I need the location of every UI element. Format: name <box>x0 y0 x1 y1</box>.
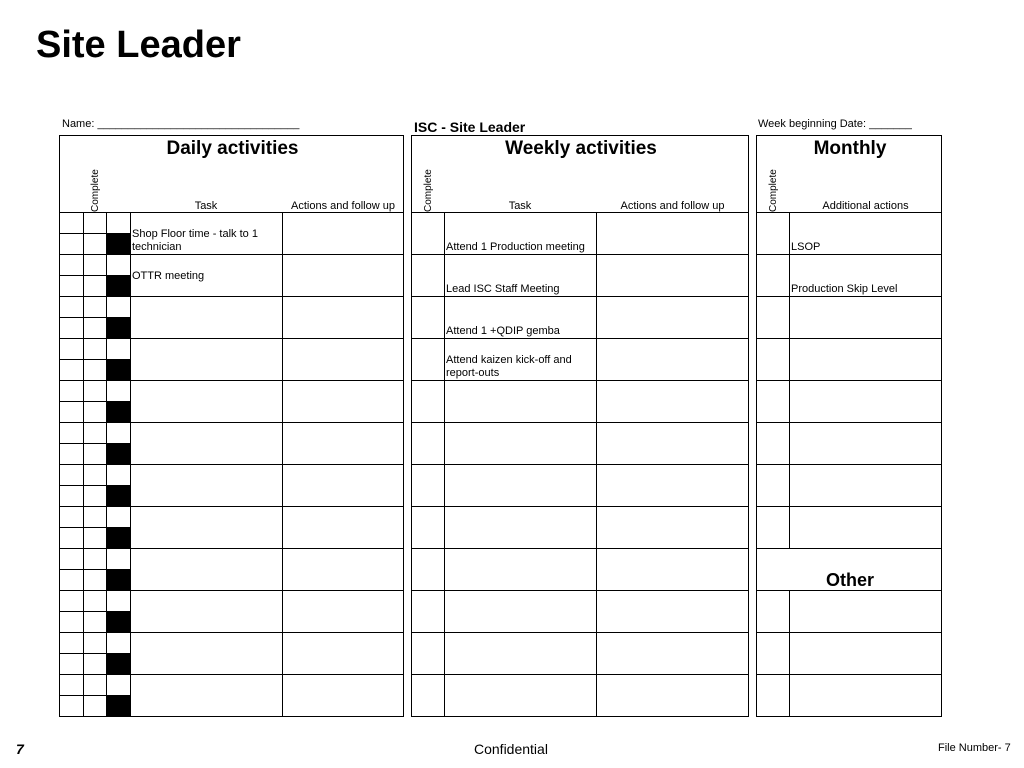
daily-heading: Daily activities <box>166 138 299 159</box>
daily-row-divider <box>60 464 403 465</box>
daily-row-divider <box>60 296 403 297</box>
weekly-task-cell[interactable]: Attend kaizen kick-off and report-outs <box>446 354 572 379</box>
monthly-row-divider <box>757 506 941 507</box>
weekly-complete-label: Complete <box>423 169 434 212</box>
page-title: Site Leader <box>36 24 241 66</box>
confidential-label: Confidential <box>474 741 548 757</box>
monthly-row-divider <box>757 338 941 339</box>
daily-row-divider <box>60 254 403 255</box>
daily-shaded-cell <box>106 569 130 590</box>
form-title: ISC - Site Leader <box>414 119 526 135</box>
monthly-row-divider <box>757 422 941 423</box>
weekly-row-divider <box>412 548 748 549</box>
daily-complete-label: Complete <box>90 169 101 212</box>
weekly-row-divider <box>412 590 748 591</box>
monthly-row-divider <box>757 548 941 549</box>
weekly-activities-panel <box>411 135 749 717</box>
daily-task-cell[interactable]: OTTR meeting <box>132 270 205 282</box>
monthly-header-divider <box>757 212 941 213</box>
daily-header-divider <box>60 212 403 213</box>
other-heading: Other <box>825 570 874 590</box>
daily-row-divider <box>60 422 403 423</box>
weekly-row-divider <box>412 422 748 423</box>
weekly-task-cell[interactable]: Lead ISC Staff Meeting <box>446 283 560 295</box>
name-field-label: Name: _________________________________ <box>62 118 300 130</box>
weekly-row-divider <box>412 380 748 381</box>
daily-shaded-cell <box>106 485 130 506</box>
monthly-task-cell[interactable]: LSOP <box>791 241 821 253</box>
weekly-heading: Weekly activities <box>505 138 657 159</box>
daily-shaded-cell <box>106 233 130 254</box>
page-number: 7 <box>16 741 24 757</box>
weekly-task-cell[interactable]: Attend 1 +QDIP gemba <box>446 325 560 337</box>
weekly-actions-header: Actions and follow up <box>620 200 725 212</box>
weekly-header-divider <box>412 212 748 213</box>
daily-task-header: Task <box>194 200 218 212</box>
other-column-divider <box>789 590 790 716</box>
daily-shaded-cell <box>106 401 130 422</box>
weekly-task-cell[interactable]: Attend 1 Production meeting <box>446 241 585 253</box>
monthly-panel <box>756 135 942 717</box>
daily-shaded-cell <box>106 317 130 338</box>
daily-row-divider <box>60 590 403 591</box>
daily-shaded-cell <box>106 527 130 548</box>
weekly-row-divider <box>412 338 748 339</box>
monthly-row-divider <box>757 464 941 465</box>
weekly-row-divider <box>412 254 748 255</box>
daily-shaded-cell <box>106 275 130 296</box>
week-beginning-label: Week beginning Date: _______ <box>758 118 912 130</box>
weekly-row-divider <box>412 296 748 297</box>
monthly-row-divider <box>757 590 941 591</box>
weekly-row-divider <box>412 506 748 507</box>
monthly-row-divider <box>757 254 941 255</box>
monthly-row-divider <box>757 380 941 381</box>
daily-actions-header: Actions and follow up <box>291 200 395 212</box>
monthly-row-divider <box>757 296 941 297</box>
daily-row-divider <box>60 674 403 675</box>
daily-task-cell[interactable]: Shop Floor time - talk to 1 technician <box>132 228 258 253</box>
daily-shaded-cell <box>106 695 130 716</box>
weekly-row-divider <box>412 632 748 633</box>
daily-shaded-cell <box>106 653 130 674</box>
monthly-row-divider <box>757 674 941 675</box>
file-number: File Number- 7 <box>938 742 1011 754</box>
daily-row-divider <box>60 548 403 549</box>
monthly-task-cell[interactable]: Production Skip Level <box>791 283 898 295</box>
weekly-row-divider <box>412 464 748 465</box>
daily-shaded-cell <box>106 443 130 464</box>
monthly-row-divider <box>757 632 941 633</box>
monthly-heading: Monthly <box>813 138 887 159</box>
daily-row-divider <box>60 380 403 381</box>
monthly-complete-label: Complete <box>768 169 779 212</box>
monthly-actions-header: Additional actions <box>822 200 909 212</box>
daily-activities-panel <box>59 135 404 717</box>
daily-row-divider <box>60 338 403 339</box>
weekly-row-divider <box>412 674 748 675</box>
daily-shaded-cell <box>106 359 130 380</box>
daily-row-divider <box>60 632 403 633</box>
daily-shaded-cell <box>106 611 130 632</box>
weekly-task-header: Task <box>508 200 532 212</box>
daily-row-divider <box>60 506 403 507</box>
